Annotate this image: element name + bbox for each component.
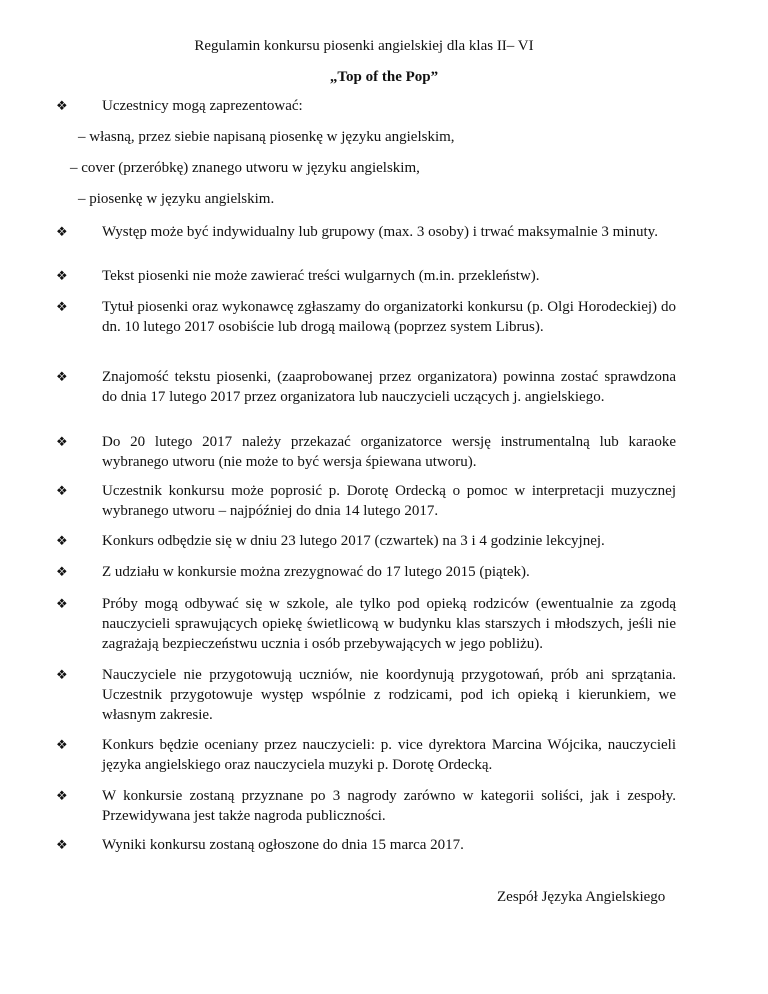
rule-item: Nauczyciele nie przygotowują uczniów, nie koordynują przygotowań, prób ani sprzątania. Uczestnik przygotowuje występ wspólnie z rodzicami, pod ich opieką i kierunkiem, we własnym zakresie. <box>102 667 676 723</box>
rule-item: Występ może być indywidualny lub grupowy (max. 3 osoby) i trwać maksymalnie 3 minuty. <box>102 224 658 240</box>
bullet-icon: ❖ <box>56 268 68 283</box>
rule-item: W konkursie zostaną przyznane po 3 nagrody zarówno w kategorii soliści, jak i zespoły. Przewidywana jest także nagroda publiczności. <box>102 788 676 824</box>
rule-item: Próby mogą odbywać się w szkole, ale tylko pod opieką rodziców (ewentualnie za zgodą nauczycieli sprawujących opiekę świetlicową w budynku klas starszych i młodszych, jeśli nie zagrażają bezpieczeństwu ucznia i osób przebywających w jego pobliżu). <box>102 596 676 652</box>
rule-item: Z udziału w konkursie można zrezygnować do 17 lutego 2015 (piątek). <box>102 564 530 580</box>
intro-text: Uczestnicy mogą zaprezentować: <box>102 98 303 114</box>
rule-item: Konkurs będzie oceniany przez nauczycieli: p. vice dyrektora Marcina Wójcika, nauczycieli języka angielskiego oraz nauczyciela muzyki p. Dorotę Ordecką. <box>102 737 676 773</box>
bullet-icon: ❖ <box>56 596 68 611</box>
bullet-icon: ❖ <box>56 369 68 384</box>
rule-item: Tekst piosenki nie może zawierać treści wulgarnych (m.in. przekleństw). <box>102 268 540 284</box>
rule-item: Do 20 lutego 2017 należy przekazać organizatorce wersję instrumentalną lub karaoke wybranego utworu (nie może to być wersja śpiewana utworu). <box>102 434 676 470</box>
option-item: – piosenkę w języku angielskim. <box>78 191 275 207</box>
rule-item: Znajomość tekstu piosenki, (zaaprobowanej przez organizatora) powinna zostać sprawdzona do dnia 17 lutego 2017 przez organizatora lub nauczycieli uczących j. angielskiego. <box>102 369 676 405</box>
signature: Zespół Języka Angielskiego <box>497 889 666 905</box>
rule-item: Tytuł piosenki oraz wykonawcę zgłaszamy do organizatorki konkursu (p. Olgi Horodeckiej) do dn. 10 lutego 2017 osobiście lub drogą mailową (poprzez system Librus). <box>102 299 676 335</box>
rule-item: Wyniki konkursu zostaną ogłoszone do dnia 15 marca 2017. <box>102 837 464 853</box>
bullet-icon: ❖ <box>56 837 68 852</box>
bullet-icon: ❖ <box>56 224 68 239</box>
option-item: – cover (przeróbkę) znanego utworu w języku angielskim, <box>70 160 420 176</box>
bullet-icon: ❖ <box>56 737 68 752</box>
bullet-icon: ❖ <box>56 564 68 579</box>
bullet-icon: ❖ <box>56 788 68 803</box>
bullet-icon: ❖ <box>56 98 68 113</box>
rule-item: Konkurs odbędzie się w dniu 23 lutego 2017 (czwartek) na 3 i 4 godzinie lekcyjnej. <box>102 533 605 549</box>
document-title: Regulamin konkursu piosenki angielskiej dla klas II– VI <box>194 38 534 54</box>
bullet-icon: ❖ <box>56 483 68 498</box>
document-subtitle: „Top of the Pop” <box>329 69 439 85</box>
bullet-icon: ❖ <box>56 434 68 449</box>
bullet-icon: ❖ <box>56 533 68 548</box>
bullet-icon: ❖ <box>56 299 68 314</box>
option-item: – własną, przez siebie napisaną piosenkę w języku angielskim, <box>78 129 455 145</box>
bullet-icon: ❖ <box>56 667 68 682</box>
rule-item: Uczestnik konkursu może poprosić p. Dorotę Ordecką o pomoc w interpretacji muzycznej wybranego utworu – najpóźniej do dnia 14 lutego 2017. <box>102 483 676 519</box>
